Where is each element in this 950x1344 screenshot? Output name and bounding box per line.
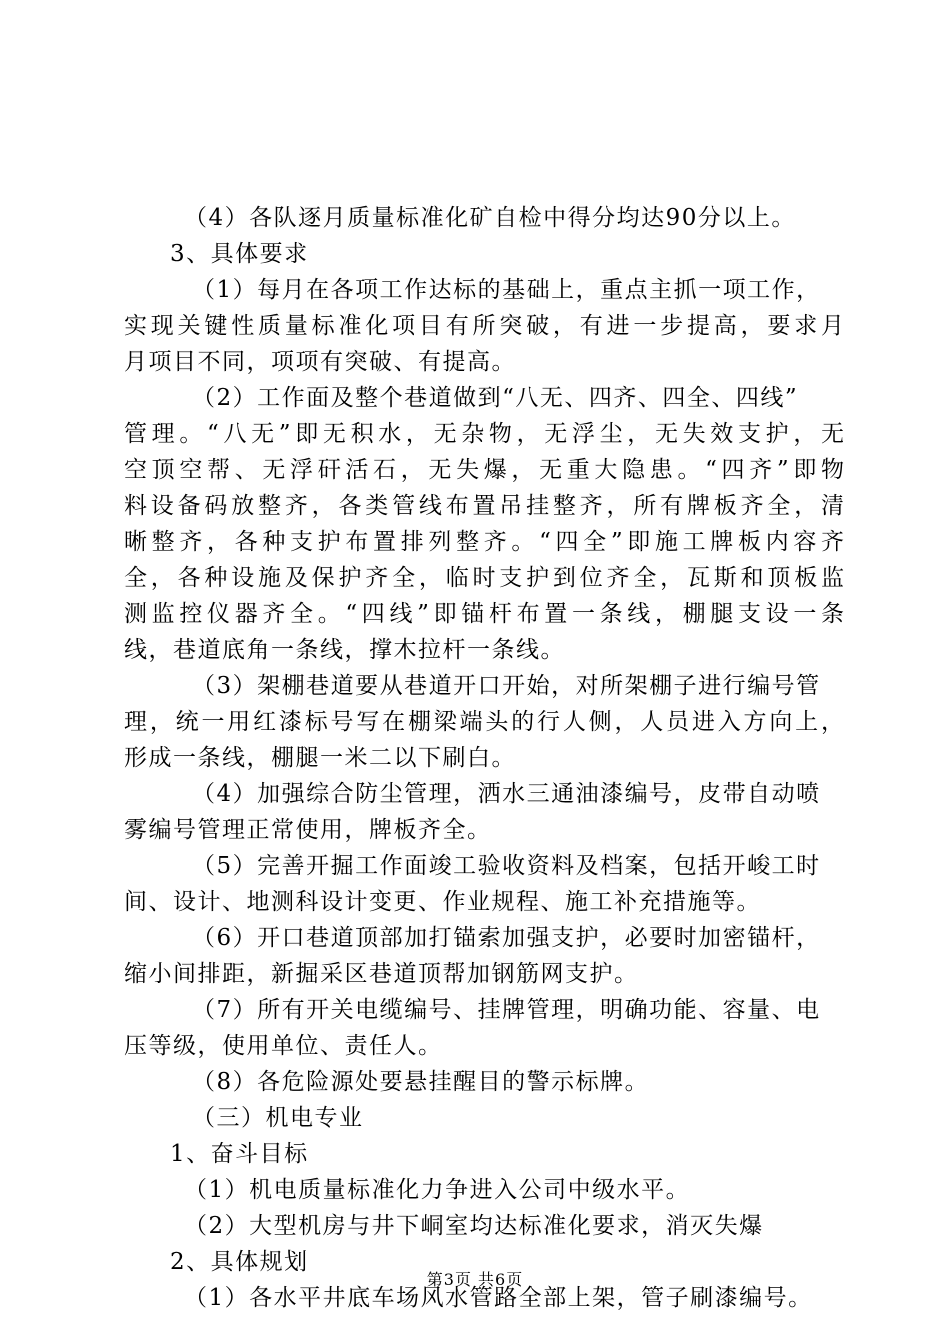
paragraph-line: （5）完善开掘工作面竣工验收资料及档案，包括开峻工时 bbox=[192, 853, 821, 879]
paragraph-line: 压等级，使用单位、责任人。 bbox=[124, 1033, 443, 1059]
paragraph-line: 理，统一用红漆标号写在棚梁端头的行人侧，人员进入方向上， bbox=[124, 709, 844, 735]
paragraph-line: （4）加强综合防尘管理，洒水三通油漆编号，皮带自动喷 bbox=[192, 781, 821, 807]
section-heading: 1、奋斗目标 bbox=[170, 1141, 309, 1167]
paragraph-line: （1）每月在各项工作达标的基础上，重点主抓一项工作， bbox=[192, 277, 821, 303]
paragraph-line: 管理。“八无”即无积水，无杂物，无浮尘，无失效支护，无 bbox=[124, 421, 844, 447]
document-body bbox=[124, 200, 844, 1316]
paragraph-line: 全，各种设施及保护齐全，临时支护到位齐全，瓦斯和顶板监 bbox=[124, 565, 844, 591]
section-heading: 2、具体规划 bbox=[170, 1249, 309, 1275]
paragraph-line: （6）开口巷道顶部加打锚索加强支护，必要时加密锚杆， bbox=[192, 925, 821, 951]
paragraph-line: （1）机电质量标准化力争进入公司中级水平。 bbox=[184, 1177, 691, 1203]
paragraph-line: 料设备码放整齐，各类管线布置吊挂整齐，所有牌板齐全，清 bbox=[124, 493, 844, 519]
paragraph-line: 测监控仪器齐全。“四线”即锚杆布置一条线，棚腿支设一条 bbox=[124, 601, 844, 627]
paragraph-line: 间、设计、地测科设计变更、作业规程、施工补充措施等。 bbox=[124, 889, 761, 915]
paragraph-line: （3）架棚巷道要从巷道开口开始，对所架棚子进行编号管 bbox=[192, 673, 821, 699]
paragraph-line: 形成一条线，棚腿一米二以下刷白。 bbox=[124, 745, 516, 771]
paragraph-line: 月项目不同，项项有突破、有提高。 bbox=[124, 349, 516, 375]
paragraph-line: （4）各队逐月质量标准化矿自检中得分均达90分以上。 bbox=[184, 205, 796, 231]
paragraph-line: 缩小间排距，新掘采区巷道顶帮加钢筋网支护。 bbox=[124, 961, 639, 987]
paragraph-line: 晰整齐，各种支护布置排列整齐。“四全”即施工牌板内容齐 bbox=[124, 529, 844, 555]
paragraph-line: 雾编号管理正常使用，牌板齐全。 bbox=[124, 817, 492, 843]
section-heading: （三）机电专业 bbox=[192, 1105, 364, 1131]
page-number-footer: 第3页 共6页 bbox=[426, 1270, 524, 1289]
paragraph-line: （1）各水平井底车场风水管路全部上架，管子刷漆编号。 bbox=[184, 1285, 813, 1311]
paragraph-line: （8）各危险源处要悬挂醒目的警示标牌。 bbox=[192, 1069, 650, 1095]
paragraph-line: 实现关键性质量标准化项目有所突破，有进一步提高，要求月 bbox=[124, 313, 844, 339]
paragraph-line: 空顶空帮、无浮矸活石，无失爆，无重大隐患。“四齐”即物 bbox=[124, 457, 844, 483]
paragraph-line: （7）所有开关电缆编号、挂牌管理，明确功能、容量、电 bbox=[192, 997, 821, 1023]
paragraph-line: （2）大型机房与井下峒室均达标准化要求，消灭失爆 bbox=[184, 1213, 764, 1239]
paragraph-line: （2）工作面及整个巷道做到“八无、四齐、四全、四线” bbox=[192, 385, 799, 411]
section-heading: 3、具体要求 bbox=[170, 241, 309, 267]
paragraph-line: 线，巷道底角一条线，撑木拉杆一条线。 bbox=[124, 637, 565, 663]
